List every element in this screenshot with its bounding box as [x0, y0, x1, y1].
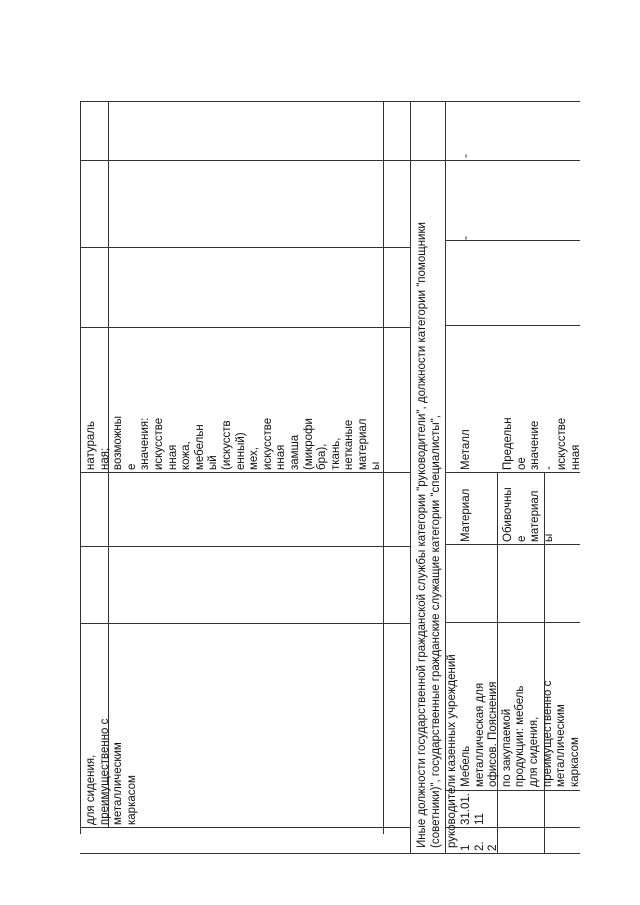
upper-name-cell: для сидения, преимущественно с металлическим каркасом [85, 718, 138, 825]
row-line [445, 240, 580, 241]
row-line [80, 160, 410, 161]
row-line [445, 544, 580, 545]
dash-value: - [460, 154, 472, 158]
row-code: 31.01. 11 [460, 793, 486, 825]
row-line [80, 827, 410, 828]
row-number: 1 2. 2 [460, 841, 500, 851]
section-heading: Иные должности государственной гражданской службы категории "руководители", должности категории "помощники (советники)", государственные гражданские служащие категории "специалисты", [416, 222, 442, 848]
row-line [445, 325, 580, 326]
row-line [80, 472, 410, 473]
row-line [445, 622, 580, 623]
column-line [497, 472, 498, 853]
row-line [445, 790, 580, 791]
column-metal-label: Металл [460, 429, 472, 470]
row-line [410, 160, 580, 161]
row-line [445, 827, 580, 828]
table-bottom-border [80, 853, 580, 854]
table-section-border [410, 101, 411, 853]
limit-value-label: Предельн ое значение - искусстве нная [502, 417, 582, 470]
dash-value: - [460, 236, 472, 240]
row-line [80, 247, 410, 248]
row-line [80, 546, 410, 547]
row-name: Мебель металлическая для офисов. Пояснения по закупаемой продукции: мебель для сидения, преимущественно с металлическим каркасом [460, 680, 581, 787]
upper-values-cell: натураль ная; возможны е значения: искусстве нная кожа, мебельн ый (искусств енный) мех, искусстве нная замша (микрофи бра), ткань, нетканые материал ы [85, 415, 383, 470]
column-material-label: Материал [460, 488, 472, 542]
upholstery-label: Обивочны е материал ы [502, 487, 555, 542]
table-top-border [80, 101, 580, 102]
section-subheading: руководители казенных учреждений [446, 654, 458, 848]
row-line [445, 472, 580, 473]
row-line [80, 327, 410, 328]
table-left-border [80, 101, 81, 834]
row-line [80, 623, 410, 624]
